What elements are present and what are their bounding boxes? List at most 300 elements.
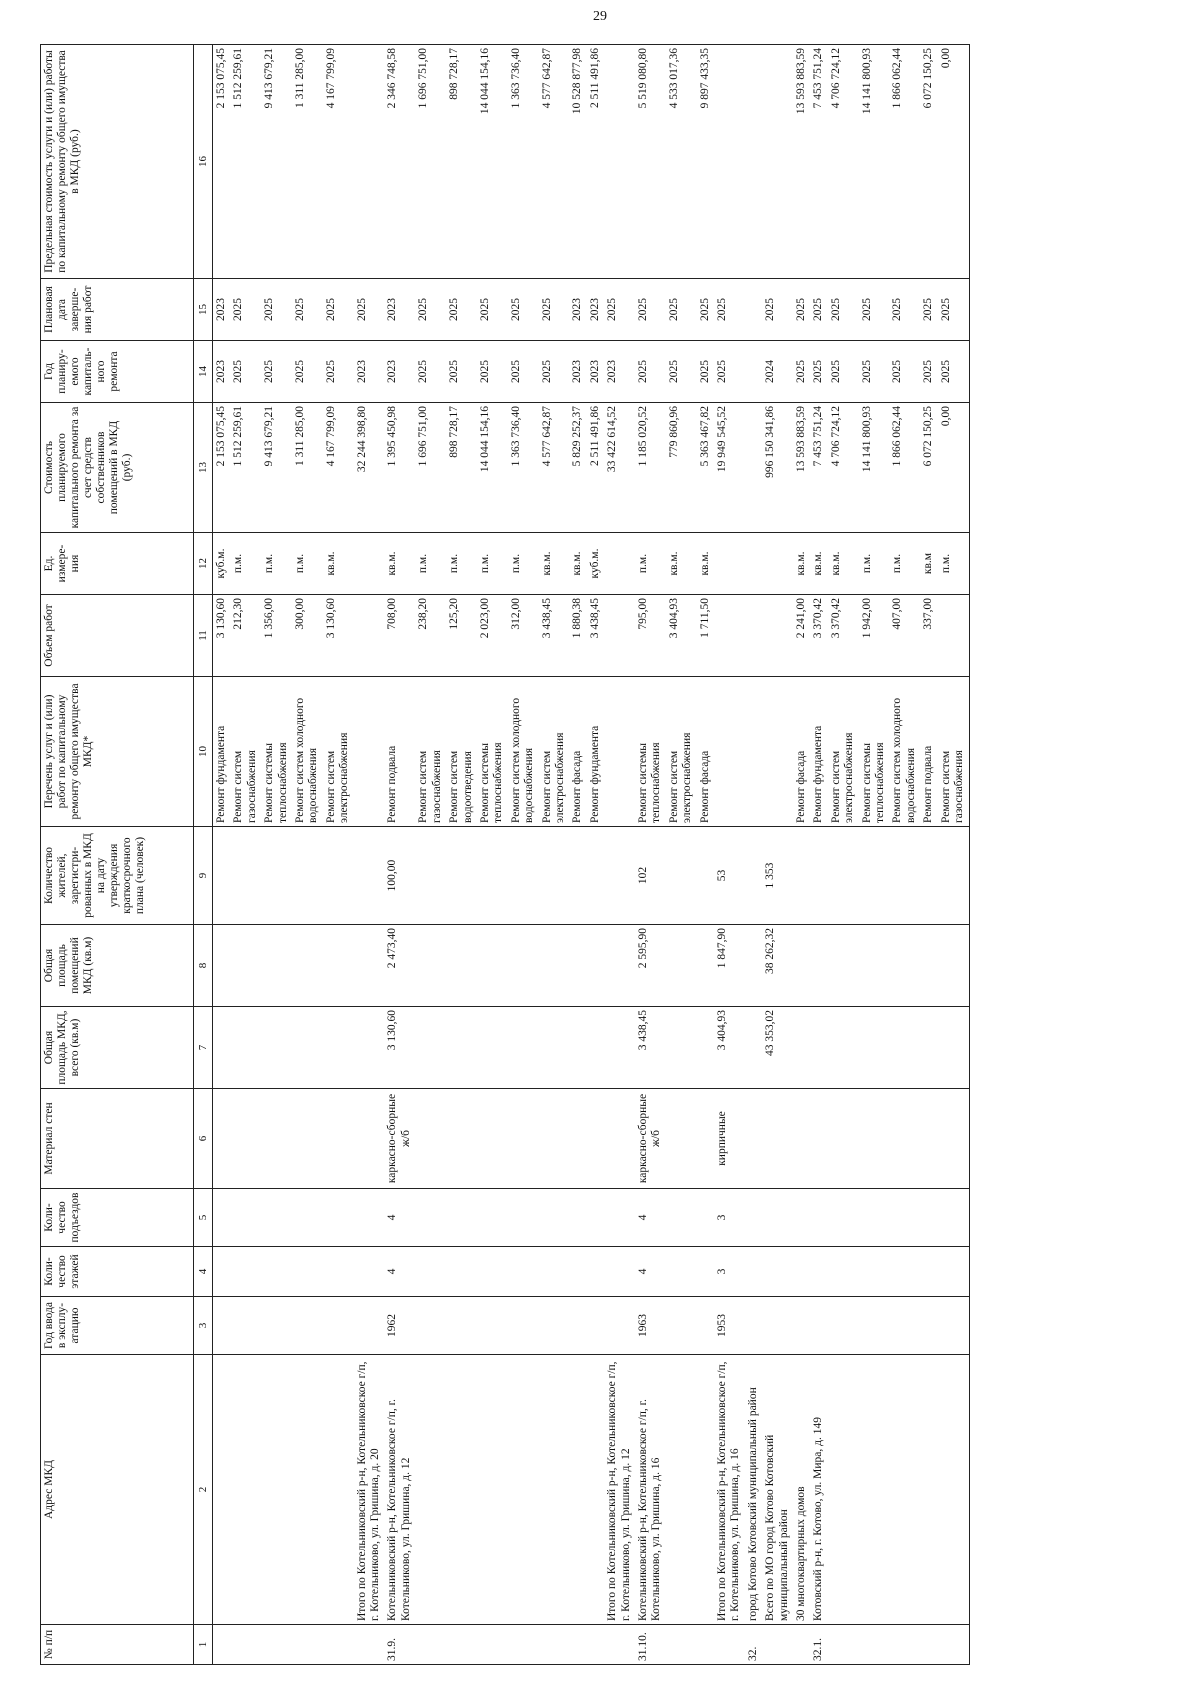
cell-unit: кв.м.: [323, 533, 354, 595]
cell-planned-cost: 4 577 642,87: [539, 403, 570, 533]
cell-work-type: Ремонт подвала: [920, 677, 937, 827]
cell-completion-date: 2023: [213, 279, 231, 341]
cell-cost-limit: 4 167 799,09: [323, 45, 354, 279]
cell-residents-count: [810, 827, 827, 925]
cell-completion-date: 2025: [762, 279, 793, 341]
cell-address: Итого по Котельниковский р-н, Котельниковское г/п, г. Котельниково, ул. Гришина, д. 12: [604, 1355, 635, 1625]
cell-floor-count: [230, 1247, 261, 1297]
cell-total-area: [666, 1007, 697, 1089]
cell-wall-material: [859, 1089, 890, 1189]
table-row: [889, 45, 920, 1665]
cell-work-type: Ремонт фасада: [569, 677, 586, 827]
cell-work-volume: 2 023,00: [477, 595, 508, 677]
cell-unit: п.м.: [415, 533, 446, 595]
cell-work-volume: 3 438,45: [539, 595, 570, 677]
cell-work-volume: 3 404,93: [666, 595, 697, 677]
cell-total-area: [508, 1007, 539, 1089]
cell-completion-date: 2025: [666, 279, 697, 341]
cell-floor-count: [508, 1247, 539, 1297]
cell-work-type: Ремонт фасада: [793, 677, 810, 827]
cell-floor-count: 3: [714, 1247, 745, 1297]
cell-entrance-count: 3: [714, 1189, 745, 1247]
cell-rooms-area: [230, 925, 261, 1007]
cell-rooms-area: [828, 925, 859, 1007]
cell-wall-material: [261, 1089, 292, 1189]
cell-work-volume: 3 370,42: [828, 595, 859, 677]
cell-entrance-count: 4: [384, 1189, 415, 1247]
cell-wall-material: [697, 1089, 714, 1189]
cell-unit: кв.м.: [828, 533, 859, 595]
column-number: 5: [194, 1189, 213, 1247]
cell-work-volume: 3 438,45: [587, 595, 604, 677]
cell-planned-cost: 19 949 545,52: [714, 403, 745, 533]
cell-total-area: [569, 1007, 586, 1089]
cell-work-type: [745, 677, 762, 827]
table-row: [938, 45, 969, 1665]
cell-planned-year: 2025: [292, 341, 323, 403]
cell-address: [213, 1355, 231, 1625]
cell-wall-material: [604, 1089, 635, 1189]
cell-floor-count: [539, 1247, 570, 1297]
cell-wall-material: [810, 1089, 827, 1189]
cell-residents-count: [415, 827, 446, 925]
cell-planned-cost: 2 511 491,86: [587, 403, 604, 533]
table-row: [714, 45, 745, 1665]
cell-commission-year: 1962: [384, 1297, 415, 1355]
cell-cost-limit: 13 593 883,59: [793, 45, 810, 279]
cell-planned-cost: 1 866 062,44: [889, 403, 920, 533]
cell-planned-year: 2025: [635, 341, 666, 403]
cell-entrance-count: [477, 1189, 508, 1247]
cell-total-area: [213, 1007, 231, 1089]
cell-rooms-area: [508, 925, 539, 1007]
cell-work-type: Ремонт системы теплоснабжения: [859, 677, 890, 827]
cell-residents-count: [354, 827, 385, 925]
table-row: [384, 45, 415, 1665]
cell-row-number: [354, 1625, 385, 1665]
cell-work-type: Ремонт систем электроснабжения: [539, 677, 570, 827]
cell-commission-year: [477, 1297, 508, 1355]
cell-row-number: [697, 1625, 714, 1665]
column-header: Коли-чество этажей: [41, 1247, 194, 1297]
cell-wall-material: каркасно-сборные ж/б: [635, 1089, 666, 1189]
cell-floor-count: [213, 1247, 231, 1297]
column-header: Объем работ: [41, 595, 194, 677]
table-row: [666, 45, 697, 1665]
cell-commission-year: 1953: [714, 1297, 745, 1355]
cell-row-number: [859, 1625, 890, 1665]
cell-rooms-area: [810, 925, 827, 1007]
cell-entrance-count: [446, 1189, 477, 1247]
cell-completion-date: 2025: [793, 279, 810, 341]
cell-completion-date: 2025: [920, 279, 937, 341]
cell-planned-cost: 14 044 154,16: [477, 403, 508, 533]
cell-unit: п.м.: [261, 533, 292, 595]
cell-unit: п.м.: [477, 533, 508, 595]
cell-rooms-area: [859, 925, 890, 1007]
cell-entrance-count: [213, 1189, 231, 1247]
cell-floor-count: [354, 1247, 385, 1297]
cell-planned-cost: 779 860,96: [666, 403, 697, 533]
cell-unit: [714, 533, 745, 595]
cell-address: [323, 1355, 354, 1625]
cell-rooms-area: 38 262,32: [762, 925, 793, 1007]
cell-work-type: Ремонт систем газоснабжения: [230, 677, 261, 827]
cell-unit: п.м.: [859, 533, 890, 595]
cell-row-number: [604, 1625, 635, 1665]
cell-residents-count: 100,00: [384, 827, 415, 925]
cell-residents-count: [666, 827, 697, 925]
cell-commission-year: [213, 1297, 231, 1355]
column-header: Общая площадь помещений МКД (кв.м): [41, 925, 194, 1007]
cell-wall-material: [508, 1089, 539, 1189]
cell-commission-year: [415, 1297, 446, 1355]
cell-entrance-count: [415, 1189, 446, 1247]
cell-unit: [762, 533, 793, 595]
cell-planned-year: 2025: [539, 341, 570, 403]
cell-wall-material: [569, 1089, 586, 1189]
cell-total-area: 3 404,93: [714, 1007, 745, 1089]
cell-rooms-area: [587, 925, 604, 1007]
rotated-table-sheet: [40, 45, 1160, 1665]
cell-commission-year: [666, 1297, 697, 1355]
cell-wall-material: [213, 1089, 231, 1189]
cell-unit: п.м.: [635, 533, 666, 595]
column-header: Адрес МКД: [41, 1355, 194, 1625]
cell-total-area: [539, 1007, 570, 1089]
cell-planned-cost: 6 072 150,25: [920, 403, 937, 533]
cell-planned-year: 2025: [920, 341, 937, 403]
column-number: 1: [194, 1625, 213, 1665]
cell-unit: [604, 533, 635, 595]
cell-entrance-count: [889, 1189, 920, 1247]
table-row: [859, 45, 890, 1665]
cell-rooms-area: 2 473,40: [384, 925, 415, 1007]
cell-row-number: [415, 1625, 446, 1665]
cell-residents-count: [938, 827, 969, 925]
table-row: [230, 45, 261, 1665]
column-header: Коли-чество подъездов: [41, 1189, 194, 1247]
cell-planned-year: 2023: [213, 341, 231, 403]
cell-row-number: [938, 1625, 969, 1665]
cell-entrance-count: [859, 1189, 890, 1247]
cell-work-volume: [354, 595, 385, 677]
cell-wall-material: каркасно-сборные ж/б: [384, 1089, 415, 1189]
cell-commission-year: [508, 1297, 539, 1355]
cell-unit: [354, 533, 385, 595]
cell-work-volume: 125,20: [446, 595, 477, 677]
cell-address: [569, 1355, 586, 1625]
table-row: [587, 45, 604, 1665]
cell-work-type: Ремонт фундамента: [213, 677, 231, 827]
cell-commission-year: 1963: [635, 1297, 666, 1355]
cell-wall-material: [828, 1089, 859, 1189]
cell-row-number: [889, 1625, 920, 1665]
cell-planned-cost: 33 422 614,52: [604, 403, 635, 533]
cell-total-area: [323, 1007, 354, 1089]
table-row: [604, 45, 635, 1665]
cell-commission-year: [793, 1297, 810, 1355]
cell-rooms-area: 2 595,90: [635, 925, 666, 1007]
cell-total-area: [828, 1007, 859, 1089]
cell-commission-year: [697, 1297, 714, 1355]
cell-address: Итого по Котельниковский р-н, Котельниковское г/п, г. Котельниково, ул. Гришина, д. 16: [714, 1355, 745, 1625]
cell-address: [828, 1355, 859, 1625]
cell-cost-limit: 1 866 062,44: [889, 45, 920, 279]
column-number: 12: [194, 533, 213, 595]
cell-floor-count: [859, 1247, 890, 1297]
cell-wall-material: [323, 1089, 354, 1189]
cell-completion-date: 2023: [587, 279, 604, 341]
cell-work-type: Ремонт систем холодного водоснабжения: [292, 677, 323, 827]
cell-wall-material: [446, 1089, 477, 1189]
cell-residents-count: [213, 827, 231, 925]
cell-work-type: [354, 677, 385, 827]
cell-row-number: 31.9.: [384, 1625, 415, 1665]
cell-row-number: [213, 1625, 231, 1665]
cell-residents-count: [859, 827, 890, 925]
cell-planned-year: 2025: [230, 341, 261, 403]
cell-floor-count: [604, 1247, 635, 1297]
cell-floor-count: [793, 1247, 810, 1297]
cell-address: [587, 1355, 604, 1625]
cell-planned-cost: 1 363 736,40: [508, 403, 539, 533]
cell-row-number: [714, 1625, 745, 1665]
cell-planned-year: 2025: [889, 341, 920, 403]
cell-row-number: [569, 1625, 586, 1665]
cell-cost-limit: 14 044 154,16: [477, 45, 508, 279]
cell-rooms-area: [354, 925, 385, 1007]
column-header: Перечень услуг и (или) работ по капитальному ремонту общего имущества МКД*: [41, 677, 194, 827]
cell-entrance-count: [920, 1189, 937, 1247]
cell-unit: кв.м.: [666, 533, 697, 595]
cell-work-volume: 312,00: [508, 595, 539, 677]
cell-unit: кв.м: [920, 533, 937, 595]
cell-work-volume: 1 942,00: [859, 595, 890, 677]
cell-entrance-count: [697, 1189, 714, 1247]
cell-work-type: Ремонт систем газоснабжения: [415, 677, 446, 827]
column-header: Стоимость планируемого капитального ремонта за счет средств собственников помещений в МКД (руб.): [41, 403, 194, 533]
table-row: [508, 45, 539, 1665]
column-number: 7: [194, 1007, 213, 1089]
cell-row-number: [762, 1625, 793, 1665]
cell-residents-count: [604, 827, 635, 925]
cell-commission-year: [261, 1297, 292, 1355]
cell-commission-year: [539, 1297, 570, 1355]
cell-work-volume: 3 130,60: [213, 595, 231, 677]
cell-work-type: Ремонт системы теплоснабжения: [261, 677, 292, 827]
cell-planned-cost: 14 141 800,93: [859, 403, 890, 533]
table-row: [415, 45, 446, 1665]
column-header: Количество жителей, зарегистри-рованных в МКД на дату утверждения краткосрочного плана (человек): [41, 827, 194, 925]
cell-completion-date: 2025: [230, 279, 261, 341]
table-row: [477, 45, 508, 1665]
cell-total-area: 3 130,60: [384, 1007, 415, 1089]
cell-completion-date: 2025: [539, 279, 570, 341]
cell-total-area: [446, 1007, 477, 1089]
cell-total-area: [697, 1007, 714, 1089]
cell-planned-year: 2023: [569, 341, 586, 403]
cell-unit: кв.м.: [569, 533, 586, 595]
cell-unit: куб.м.: [213, 533, 231, 595]
cell-floor-count: [745, 1247, 762, 1297]
column-header: Материал стен: [41, 1089, 194, 1189]
cell-planned-year: 2025: [477, 341, 508, 403]
cell-cost-limit: 1 311 285,00: [292, 45, 323, 279]
cell-entrance-count: [569, 1189, 586, 1247]
cell-work-type: Ремонт фасада: [697, 677, 714, 827]
cell-residents-count: [508, 827, 539, 925]
cell-cost-limit: [745, 45, 762, 279]
cell-entrance-count: [810, 1189, 827, 1247]
cell-floor-count: [762, 1247, 793, 1297]
cell-floor-count: [292, 1247, 323, 1297]
cell-wall-material: [793, 1089, 810, 1189]
cell-residents-count: [230, 827, 261, 925]
cell-cost-limit: 2 511 491,86: [587, 45, 604, 279]
cell-residents-count: [477, 827, 508, 925]
cell-unit: кв.м.: [810, 533, 827, 595]
cell-planned-cost: 5 829 252,37: [569, 403, 586, 533]
cell-work-volume: [745, 595, 762, 677]
column-number: 3: [194, 1297, 213, 1355]
cell-completion-date: 2025: [714, 279, 745, 341]
cell-address: [539, 1355, 570, 1625]
cell-residents-count: [587, 827, 604, 925]
cell-cost-limit: 2 346 748,58: [384, 45, 415, 279]
cell-rooms-area: [793, 925, 810, 1007]
capital-repair-table: [40, 44, 970, 1665]
cell-work-type: [762, 677, 793, 827]
cell-work-type: Ремонт систем водоотведения: [446, 677, 477, 827]
table-row: [354, 45, 385, 1665]
cell-rooms-area: [539, 925, 570, 1007]
cell-rooms-area: 1 847,90: [714, 925, 745, 1007]
table-row: [323, 45, 354, 1665]
cell-row-number: [230, 1625, 261, 1665]
column-number: 14: [194, 341, 213, 403]
cell-rooms-area: [213, 925, 231, 1007]
cell-address: [415, 1355, 446, 1625]
cell-row-number: [261, 1625, 292, 1665]
cell-address: [859, 1355, 890, 1625]
cell-wall-material: [920, 1089, 937, 1189]
column-number: 4: [194, 1247, 213, 1297]
cell-planned-year: 2025: [323, 341, 354, 403]
cell-commission-year: [230, 1297, 261, 1355]
cell-work-volume: 795,00: [635, 595, 666, 677]
cell-entrance-count: [793, 1189, 810, 1247]
column-number: 2: [194, 1355, 213, 1625]
cell-unit: п.м.: [938, 533, 969, 595]
cell-cost-limit: 6 072 150,25: [920, 45, 937, 279]
cell-work-type: [604, 677, 635, 827]
cell-work-volume: 300,00: [292, 595, 323, 677]
column-header: Год ввода в эксплу-атацию: [41, 1297, 194, 1355]
cell-work-type: Ремонт подвала: [384, 677, 415, 827]
column-number: 16: [194, 45, 213, 279]
cell-completion-date: 2025: [635, 279, 666, 341]
cell-completion-date: 2025: [477, 279, 508, 341]
column-number: 8: [194, 925, 213, 1007]
cell-planned-cost: 2 153 075,45: [213, 403, 231, 533]
cell-residents-count: [793, 827, 810, 925]
table-body: [213, 45, 970, 1665]
cell-commission-year: [292, 1297, 323, 1355]
cell-planned-cost: 898 728,17: [446, 403, 477, 533]
cell-completion-date: 2025: [446, 279, 477, 341]
cell-entrance-count: [230, 1189, 261, 1247]
cell-planned-cost: 1 696 751,00: [415, 403, 446, 533]
cell-planned-year: 2025: [714, 341, 745, 403]
cell-rooms-area: [745, 925, 762, 1007]
cell-planned-cost: 13 593 883,59: [793, 403, 810, 533]
cell-residents-count: [539, 827, 570, 925]
cell-planned-year: 2025: [828, 341, 859, 403]
cell-total-area: [889, 1007, 920, 1089]
cell-planned-year: 2023: [354, 341, 385, 403]
cell-planned-year: 2023: [384, 341, 415, 403]
cell-commission-year: [828, 1297, 859, 1355]
cell-commission-year: [920, 1297, 937, 1355]
cell-address: [230, 1355, 261, 1625]
column-number: 10: [194, 677, 213, 827]
table-row: [635, 45, 666, 1665]
cell-commission-year: [745, 1297, 762, 1355]
cell-row-number: [508, 1625, 539, 1665]
cell-work-volume: 3 130,60: [323, 595, 354, 677]
cell-floor-count: [587, 1247, 604, 1297]
cell-address: город Котово Котовский муниципальный район: [745, 1355, 762, 1625]
cell-floor-count: [697, 1247, 714, 1297]
cell-residents-count: [889, 827, 920, 925]
cell-entrance-count: [292, 1189, 323, 1247]
cell-rooms-area: [920, 925, 937, 1007]
page-number: 29: [593, 9, 607, 24]
cell-planned-cost: 9 413 679,21: [261, 403, 292, 533]
table-row: [745, 45, 762, 1665]
cell-cost-limit: 14 141 800,93: [859, 45, 890, 279]
cell-total-area: [938, 1007, 969, 1089]
cell-work-volume: [762, 595, 793, 677]
cell-total-area: [354, 1007, 385, 1089]
cell-total-area: 43 353,02: [762, 1007, 793, 1089]
cell-floor-count: [323, 1247, 354, 1297]
cell-residents-count: [697, 827, 714, 925]
cell-address: [446, 1355, 477, 1625]
table-row: [793, 45, 810, 1665]
cell-commission-year: [938, 1297, 969, 1355]
cell-completion-date: 2025: [292, 279, 323, 341]
cell-cost-limit: [714, 45, 745, 279]
cell-work-type: Ремонт системы теплоснабжения: [635, 677, 666, 827]
cell-planned-cost: 7 453 751,24: [810, 403, 827, 533]
cell-work-volume: 1 711,50: [697, 595, 714, 677]
cell-total-area: [292, 1007, 323, 1089]
cell-completion-date: [745, 279, 762, 341]
cell-rooms-area: [569, 925, 586, 1007]
cell-cost-limit: 10 528 877,98: [569, 45, 586, 279]
cell-work-type: [714, 677, 745, 827]
cell-floor-count: 4: [635, 1247, 666, 1297]
cell-work-volume: 407,00: [889, 595, 920, 677]
cell-wall-material: [292, 1089, 323, 1189]
cell-wall-material: [745, 1089, 762, 1189]
cell-work-type: Ремонт систем электроснабжения: [323, 677, 354, 827]
cell-residents-count: [323, 827, 354, 925]
cell-completion-date: 2025: [810, 279, 827, 341]
cell-unit: п.м.: [446, 533, 477, 595]
